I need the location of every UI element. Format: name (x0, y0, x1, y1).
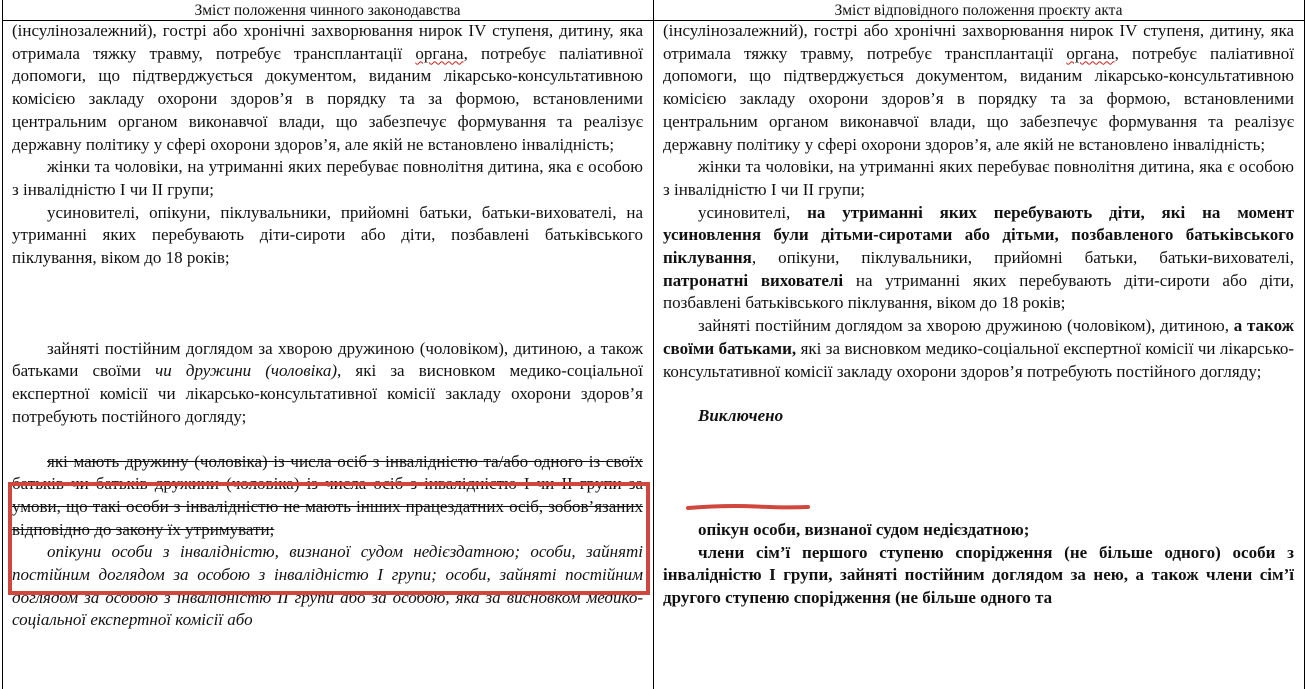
left-paragraph-1: (інсулінозалежний), гострі або хронічні захворювання нирок IV ступеня, дитину, яка отримала тяжку травму, потребує трансплантації органа, потребує паліативної допомоги, що підтверджується документом, виданим лікарсько-консультативною комісією закладу охорони здоров’я в порядку та за формою, встановленими центральним органом виконавчої влади, що забезпечує формування та реалізує державну політику у сфері охорони здоров’я, але якій не встановлено інвалідність; (12, 21, 643, 154)
left-paragraph-5-struck: які мають дружину (чоловіка) із числа осіб з інвалідністю та/або одного із своїх батьків чи батьків дружини (чоловіка) із числа осіб з інвалідністю I чи II групи за умови, що такі особи з інвалідністю не мають інших працездатних осіб, зобов’язаних відповідно до закону їх утримувати; (12, 451, 643, 539)
header-current-law: Зміст положення чинного законодавства (194, 2, 461, 19)
right-paragraph-2: жінки та чоловіки, на утриманні яких перебуває повнолітня дитина, яка є особою з інвалідністю І чи ІІ групи; (663, 157, 1294, 199)
left-paragraph-6: опікуни особи з інвалідністю, визнаної судом недієздатною; особи, зайняті постійним доглядом за особою з інвалідністю I групи; особи, зайняті постійним доглядом за особою з інвалідністю II групи або за особою, яка за висновком медико-соціальної експертної комісії або (12, 542, 643, 630)
right-paragraph-6: опікун особи, визнаної судом недієздатною; (698, 519, 1030, 539)
right-paragraph-5-excluded: Виключено (698, 406, 784, 426)
table-border-left (2, 0, 3, 689)
spacer (663, 383, 1294, 405)
header-draft-act: Зміст відповідного положення проєкту акта (834, 2, 1123, 19)
annotation-underline (686, 502, 810, 512)
right-paragraph-3: усиновителі, на утриманні яких перебувають діти, які на момент усиновлення були дітьми-сиротами або дітьми, позбавленого батьківського піклування, опікуни, піклувальники, прийомні батьки, батьки-вихователі, патронатні вихователі на утриманні яких перебувають діти-сироти або діти, позбавлені батьківського піклування, віком до 18 років; (663, 202, 1295, 313)
right-paragraph-1: (інсулінозалежний), гострі або хронічні захворювання нирок IV ступеня, дитину, яка отримала тяжку травму, потребує трансплантації органа, потребує паліативної допомоги, що підтверджується документом, виданим лікарсько-консультативною комісією закладу охорони здоров’я в порядку та за формою, встановленими центральним органом виконавчої влади, що забезпечує формування та реалізує державну політику у сфері охорони здоров’я, але якій не встановлено інвалідність; (663, 21, 1294, 154)
column-draft-act (663, 20, 1294, 610)
right-paragraph-4: зайняті постійним доглядом за хворою дружиною (чоловіком), дитиною, а також своїми батьками, які за висновком медико-соціальної експертної комісії чи лікарсько-консультативної комісії закладу охорони здоров’я потребують постійного догляду; (663, 316, 1294, 381)
left-paragraph-3: усиновителі, опікуни, піклувальники, прийомні батьки, батьки-вихователі, на утриманні яких перебувають діти-сироти або діти, позбавлені батьківського піклування, віком до 18 років; (12, 202, 643, 268)
left-paragraph-4: зайняті постійним доглядом за хворою дружиною (чоловіком), дитиною, а також батьками своїми чи дружини (чоловіка), які за висновком медико-соціальної експертної комісії чи лікарсько-консультативної комісії закладу охорони здоров’я потребують постійного догляду; (12, 338, 643, 426)
spacer (12, 270, 643, 338)
table-border-right (1304, 0, 1305, 689)
table-divider (653, 0, 654, 689)
spacer (12, 429, 643, 451)
right-paragraph-7: члени сім’ї першого ступеню спорідження (не більше одного) особи з інвалідністю І групи, зайняті постійним доглядом за нею, а також члени сім’ї другого ступеню спорідження (не більше одного та (663, 542, 1294, 608)
annotation-box (8, 482, 650, 595)
left-paragraph-2: жінки та чоловіки, на утриманні яких перебуває повнолітня дитина, яка є особою з інвалідністю І чи ІІ групи; (12, 157, 643, 199)
